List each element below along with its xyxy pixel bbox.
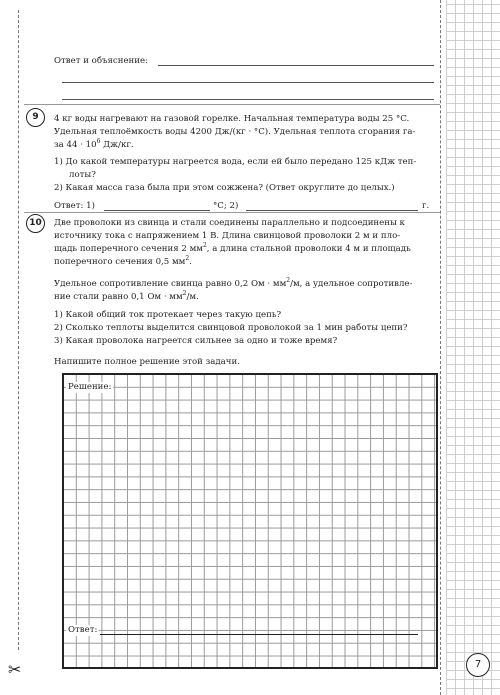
q9-line-2: Удельная теплоёмкость воды 4200 Дж/(кг · °C). Удельная теплота сгорания га- (54, 127, 416, 137)
q9-item-1-cont: лоты? (69, 170, 96, 180)
q9-line-1: 4 кг воды нагревают на газовой горелке. Начальная температура воды 25 °C. (54, 114, 410, 124)
question-number-9: 9 (26, 108, 45, 127)
solution-label: Решение: (68, 382, 112, 392)
solution-grid[interactable] (62, 373, 438, 669)
cut-line-right (440, 0, 441, 695)
q9-answer-2-field[interactable] (246, 210, 418, 211)
cut-line-left (18, 10, 19, 650)
q10-line-3: щадь поперечного сечения 2 $мм^2$, а длина стальной проволоки 4 м и площадь (54, 242, 411, 254)
margin-grid (446, 0, 500, 695)
scissors-icon: ✂ (8, 660, 22, 679)
q9-answer-mid: °C; 2) (213, 201, 239, 211)
q10-item-2: 2) Сколько теплоты выделится свинцовой проволокой за 1 мин работы цепи? (54, 323, 408, 333)
q10-para2-line-1: Удельное сопротивление свинца равно 0,2 Ом · $мм^2/м$, а удельное сопротивле- (54, 277, 413, 289)
separator (24, 212, 440, 213)
page-number: 7 (466, 653, 490, 677)
final-answer-line[interactable] (100, 634, 418, 635)
q9-line-3: за $44 \cdot 10^6$ Дж/кг. (54, 138, 134, 150)
separator (24, 104, 440, 105)
answer-label: Ответ: (68, 625, 98, 635)
q9-item-2: 2) Какая масса газа была при этом сожжена? (Ответ округлите до целых.) (54, 183, 395, 193)
question-number-10: 10 (26, 214, 45, 233)
answer-line-1[interactable] (158, 65, 434, 66)
q10-line-4: поперечного сечения 0,5 $мм^2$. (54, 255, 192, 267)
answer-line-2[interactable] (62, 82, 434, 83)
q10-item-1: 1) Какой общий ток протекает через такую цепь? (54, 310, 282, 320)
q10-item-3: 3) Какая проволока нагреется сильнее за одно и тоже время? (54, 336, 338, 346)
q9-answer-prefix: Ответ: 1) (54, 201, 95, 211)
answer-line-3[interactable] (62, 99, 434, 100)
q10-para2-line-2: ние стали равно 0,1 Ом · $мм^2/м$. (54, 290, 199, 302)
q9-answer-unit: г. (422, 201, 430, 211)
q10-line-1: Две проволоки из свинца и стали соединены параллельно и подсоединены к (54, 218, 405, 228)
q10-instruction: Напишите полное решение этой задачи. (54, 357, 240, 367)
q10-line-2: источнику тока с напряжением 1 В. Длина свинцовой проволоки 2 м и пло- (54, 231, 401, 241)
answer-explanation-label: Ответ и объяснение: (54, 56, 148, 66)
q9-item-1: 1) До какой температуры нагреется вода, если ей было передано 125 кДж теп- (54, 157, 417, 167)
q9-answer-1-field[interactable] (104, 210, 210, 211)
